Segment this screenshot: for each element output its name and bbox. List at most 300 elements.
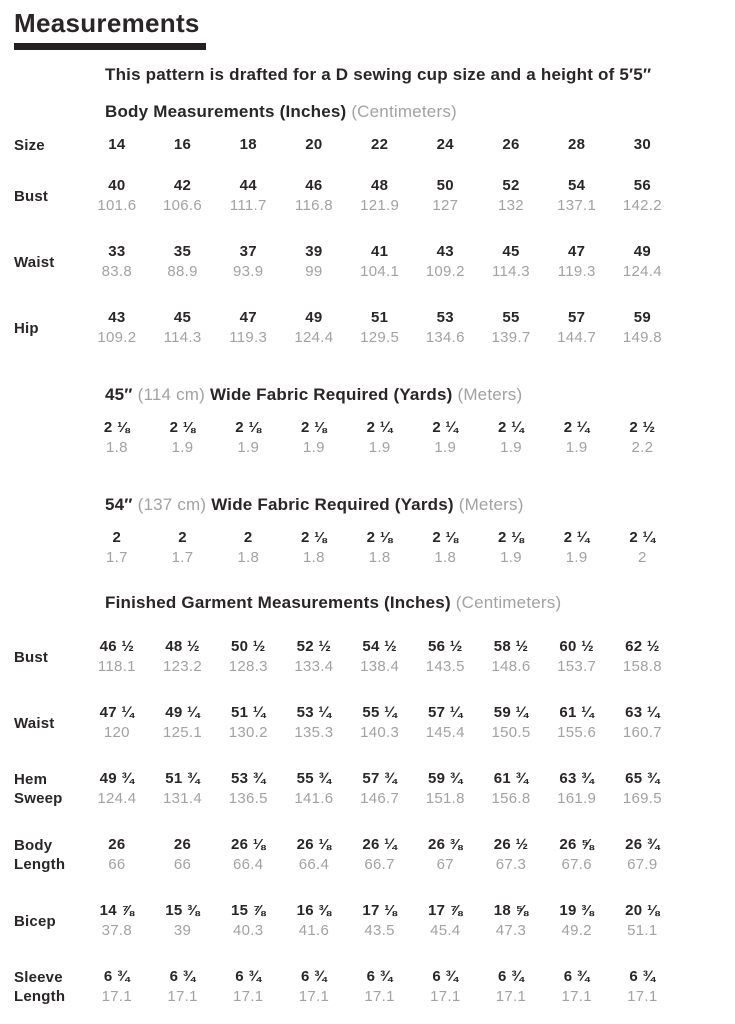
value-imperial: 58 ½	[493, 638, 529, 655]
value-imperial: 2 ¼	[498, 419, 524, 436]
value-imperial: 6 ¾	[300, 968, 327, 985]
value-metric: 66.7	[364, 856, 395, 873]
value-imperial: 2 ¼	[563, 419, 590, 436]
value-metric: 118.1	[97, 658, 136, 675]
measurement-cell	[84, 967, 150, 1007]
value-metric: 130.2	[228, 724, 268, 741]
value-imperial: 51 ¾	[165, 770, 200, 787]
value-imperial: 14	[108, 136, 126, 153]
value-metric: 66.4	[298, 856, 330, 873]
measurement-cell	[150, 967, 216, 1007]
value-metric: 1.9	[500, 439, 522, 456]
value-imperial: 63 ¼	[625, 704, 660, 721]
measurement-cell	[544, 967, 610, 1007]
measurement-cell	[478, 418, 544, 458]
value-imperial: 50	[436, 177, 454, 194]
value-metric: 1.9	[565, 549, 588, 566]
heading-primary: Finished Garment Measurements (Inches)	[105, 593, 451, 612]
value-imperial: 33	[108, 243, 126, 260]
value-metric: 1.8	[303, 549, 325, 566]
value-imperial: 26 ⅝	[559, 836, 594, 853]
value-imperial: 26	[502, 136, 520, 153]
row-label-size: Size	[14, 136, 45, 154]
value-imperial: 59 ¾	[428, 770, 463, 787]
table-row-hip	[14, 308, 735, 348]
heading-secondary: (Centimeters)	[351, 102, 457, 121]
measurement-cell	[412, 967, 478, 1007]
measurement-cell	[150, 308, 216, 348]
value-imperial: 49	[305, 309, 323, 326]
value-imperial: 26 ⅜	[428, 836, 463, 853]
value-imperial: 26 ½	[493, 836, 529, 853]
value-metric: 17.1	[430, 988, 461, 1005]
value-imperial: 16	[173, 136, 192, 153]
row-label-bust: Bust	[14, 187, 49, 205]
value-imperial: 56	[633, 177, 651, 194]
value-metric: 153.7	[557, 658, 597, 675]
value-metric: 1.9	[500, 549, 522, 566]
measurement-cell	[347, 901, 413, 941]
fabric-45-heading	[105, 385, 735, 405]
value-metric: 1.8	[105, 439, 128, 456]
measurement-cell	[215, 308, 281, 348]
value-metric: 1.8	[237, 549, 260, 566]
value-metric: 39	[173, 922, 192, 939]
measurement-cell	[84, 418, 150, 458]
measurement-cell	[412, 242, 478, 282]
measurement-cell	[610, 528, 676, 568]
measurement-cell	[544, 901, 610, 941]
measurement-cell	[610, 637, 676, 677]
measurement-cell	[610, 135, 676, 155]
row-label-hip: Hip	[14, 319, 39, 337]
value-metric: 134.6	[425, 329, 465, 346]
value-imperial: 54	[568, 177, 586, 194]
measurement-cell	[215, 418, 281, 458]
fabric-54-title: Wide Fabric Required (Yards)	[211, 495, 454, 514]
fabric-54-heading	[105, 495, 735, 515]
measurement-cell	[84, 703, 150, 743]
value-imperial: 57	[568, 309, 586, 326]
measurement-cell	[84, 242, 150, 282]
measurement-cell	[215, 242, 281, 282]
value-imperial: 18 ⅝	[493, 902, 529, 919]
value-imperial: 2 ⅛	[300, 419, 327, 436]
value-imperial: 46 ½	[99, 638, 135, 655]
value-imperial: 40	[108, 177, 126, 194]
value-metric: 40.3	[233, 922, 264, 939]
measurement-cell	[478, 135, 544, 155]
value-imperial: 49 ¼	[165, 704, 200, 721]
value-metric: 145.4	[425, 724, 465, 741]
measurement-cell	[281, 769, 347, 809]
measurement-cell	[215, 901, 281, 941]
value-metric: 139.7	[491, 329, 531, 346]
value-imperial: 20	[305, 136, 323, 153]
value-imperial: 50 ½	[230, 638, 266, 655]
value-imperial: 2 ¼	[563, 529, 590, 546]
value-metric: 114.3	[492, 263, 530, 280]
fabric-45-width: 45″	[105, 385, 133, 404]
fabric-45-title: Wide Fabric Required (Yards)	[209, 385, 453, 404]
value-imperial: 52	[502, 177, 520, 194]
measurement-cell	[215, 135, 281, 155]
heading-primary: Body Measurements (Inches)	[105, 102, 347, 121]
value-imperial: 26	[173, 836, 192, 853]
measurement-cell	[412, 637, 478, 677]
value-metric: 119.3	[229, 329, 268, 346]
value-imperial: 26	[108, 836, 126, 853]
measurement-cell	[478, 967, 544, 1007]
value-imperial: 59	[633, 309, 651, 326]
value-metric: 45.4	[430, 922, 461, 939]
table-row-bust	[14, 176, 735, 216]
measurement-cell	[281, 967, 347, 1007]
value-metric: 109.2	[97, 329, 137, 346]
measurement-cell	[412, 135, 478, 155]
value-imperial: 19 ⅜	[559, 902, 594, 919]
value-metric: 17.1	[495, 988, 527, 1005]
value-metric: 111.7	[229, 197, 267, 214]
measurement-cell	[347, 135, 413, 155]
measurement-cell	[150, 528, 216, 568]
row-label-bicep: Bicep	[14, 912, 56, 930]
table-row-body-length	[14, 835, 735, 875]
fabric-45-row	[14, 418, 735, 458]
measurement-cell	[215, 528, 281, 568]
value-metric: 1.9	[303, 439, 325, 456]
value-metric: 2.2	[631, 439, 654, 456]
value-imperial: 30	[633, 136, 651, 153]
value-imperial: 24	[436, 136, 454, 153]
value-metric: 67.3	[495, 856, 527, 873]
intro-text: This pattern is drafted for a D sewing cup size and a height of 5′5″	[105, 65, 652, 84]
value-imperial: 14 ⅞	[99, 902, 135, 919]
value-imperial: 20 ⅛	[625, 902, 660, 919]
value-imperial: 18	[239, 136, 257, 153]
measurement-cell	[544, 135, 610, 155]
fabric-45-title-metric: (Meters)	[457, 385, 523, 404]
measurement-cell	[478, 308, 544, 348]
value-imperial: 45	[173, 309, 192, 326]
measurement-cell	[412, 308, 478, 348]
value-metric: 1.9	[434, 439, 457, 456]
value-imperial: 2	[243, 529, 253, 546]
table-row-finished-bust	[14, 637, 735, 677]
value-imperial: 48	[370, 177, 389, 194]
row-label-waist: Waist	[14, 714, 55, 732]
value-imperial: 63 ¾	[559, 770, 594, 787]
measurement-cell	[412, 835, 478, 875]
value-imperial: 47 ¼	[99, 704, 135, 721]
value-imperial: 6 ¾	[169, 968, 196, 985]
value-imperial: 16 ⅜	[296, 902, 332, 919]
value-imperial: 2 ⅛	[432, 529, 459, 546]
value-imperial: 49	[633, 243, 651, 260]
measurement-cell	[150, 418, 216, 458]
table-row-finished-waist	[14, 703, 735, 743]
table-row-sleeve-length	[14, 967, 735, 1007]
value-metric: 150.5	[491, 724, 531, 741]
value-metric: 121.9	[360, 197, 400, 214]
value-metric: 131.4	[163, 790, 203, 807]
value-imperial: 53	[436, 309, 454, 326]
measurement-cell	[478, 901, 544, 941]
value-metric: 1.8	[368, 549, 391, 566]
row-label-sleeve-length: Sleeve Length	[14, 969, 66, 1005]
measurement-cell	[215, 703, 281, 743]
measurement-cell	[281, 135, 347, 155]
value-imperial: 47	[239, 309, 257, 326]
measurement-cell	[215, 637, 281, 677]
value-metric: 2	[638, 549, 647, 566]
value-imperial: 26 ¼	[362, 836, 397, 853]
value-imperial: 55	[502, 309, 520, 326]
value-imperial: 26 ¾	[625, 836, 660, 853]
value-metric: 148.6	[491, 658, 531, 675]
value-metric: 138.4	[360, 658, 400, 675]
value-metric: 156.8	[491, 790, 531, 807]
value-metric: 104.1	[360, 263, 400, 280]
measurement-cell	[412, 769, 478, 809]
value-metric: 83.8	[101, 263, 133, 280]
measurement-cell	[281, 528, 347, 568]
measurement-cell	[544, 769, 610, 809]
measurement-cell	[610, 769, 676, 809]
value-imperial: 2 ⅛	[169, 419, 196, 436]
value-imperial: 6 ¾	[629, 968, 656, 985]
fabric-54-row	[14, 528, 735, 568]
value-imperial: 2 ⅛	[103, 419, 130, 436]
value-imperial: 57 ¾	[362, 770, 397, 787]
value-metric: 17.1	[167, 988, 198, 1005]
measurement-cell	[84, 176, 150, 216]
measurement-cell	[347, 308, 413, 348]
value-metric: 140.3	[360, 724, 400, 741]
value-imperial: 15 ⅞	[230, 902, 266, 919]
value-metric: 137.1	[557, 197, 597, 214]
value-imperial: 61 ¾	[493, 770, 529, 787]
value-metric: 47.3	[495, 922, 527, 939]
row-label-body-length: Body Length	[14, 837, 66, 873]
measurement-cell	[281, 637, 347, 677]
value-imperial: 37	[239, 243, 257, 260]
value-metric: 129.5	[360, 329, 400, 346]
value-metric: 66	[173, 856, 192, 873]
value-metric: 125.1	[163, 724, 203, 741]
measurement-cell	[610, 967, 676, 1007]
finished-garment-heading	[105, 593, 735, 613]
value-metric: 17.1	[298, 988, 330, 1005]
value-metric: 132	[498, 197, 524, 214]
measurement-cell	[610, 835, 676, 875]
value-metric: 123.2	[163, 658, 203, 675]
value-imperial: 52 ½	[296, 638, 332, 655]
value-metric: 141.6	[294, 790, 334, 807]
fabric-45-width-metric: (114 cm)	[137, 385, 206, 404]
value-imperial: 44	[239, 177, 257, 194]
value-metric: 106.6	[163, 197, 203, 214]
value-imperial: 2	[112, 529, 122, 546]
value-metric: 67.9	[627, 856, 658, 873]
value-metric: 136.5	[228, 790, 268, 807]
measurement-cell	[478, 835, 544, 875]
measurement-cell	[84, 528, 150, 568]
value-metric: 93.9	[233, 263, 264, 280]
value-metric: 37.8	[101, 922, 133, 939]
value-metric: 151.8	[425, 790, 465, 807]
measurement-cell	[281, 901, 347, 941]
value-imperial: 26 ⅛	[296, 836, 332, 853]
value-imperial: 57 ¼	[428, 704, 463, 721]
value-imperial: 65 ¾	[625, 770, 660, 787]
measurement-cell	[478, 703, 544, 743]
value-metric: 169.5	[622, 790, 662, 807]
value-imperial: 35	[173, 243, 192, 260]
value-imperial: 59 ¼	[493, 704, 529, 721]
measurement-cell	[84, 769, 150, 809]
value-imperial: 55 ¾	[296, 770, 332, 787]
measurement-cell	[610, 308, 676, 348]
fabric-54-title-metric: (Meters)	[458, 495, 524, 514]
measurement-cell	[347, 637, 413, 677]
measurement-cell	[150, 769, 216, 809]
value-metric: 119.3	[557, 263, 596, 280]
value-metric: 142.2	[622, 197, 662, 214]
value-imperial: 62 ½	[625, 638, 660, 655]
measurement-cell	[347, 835, 413, 875]
value-imperial: 26 ⅛	[230, 836, 266, 853]
value-metric: 67.6	[561, 856, 592, 873]
size-row	[14, 135, 735, 155]
measurement-cell	[610, 176, 676, 216]
measurement-cell	[347, 242, 413, 282]
value-metric: 1.7	[105, 549, 128, 566]
value-imperial: 2 ½	[629, 419, 656, 436]
value-imperial: 6 ¾	[235, 968, 262, 985]
value-imperial: 48 ½	[165, 638, 200, 655]
value-imperial: 39	[305, 243, 323, 260]
measurement-cell	[412, 176, 478, 216]
value-metric: 66	[108, 856, 126, 873]
value-metric: 146.7	[360, 790, 400, 807]
measurement-cell	[281, 703, 347, 743]
value-imperial: 46	[305, 177, 323, 194]
value-metric: 155.6	[557, 724, 597, 741]
value-metric: 101.6	[97, 197, 137, 214]
fabric-54-width: 54″	[105, 495, 133, 514]
measurement-cell	[347, 418, 413, 458]
value-imperial: 49 ¾	[99, 770, 135, 787]
page-title: Measurements	[14, 8, 206, 50]
measurement-cell	[478, 528, 544, 568]
value-imperial: 56 ½	[428, 638, 463, 655]
value-imperial: 43	[436, 243, 454, 260]
value-imperial: 6 ¾	[366, 968, 393, 985]
value-metric: 43.5	[364, 922, 395, 939]
measurement-cell	[412, 418, 478, 458]
value-metric: 17.1	[561, 988, 592, 1005]
value-metric: 67	[436, 856, 454, 873]
measurement-cell	[544, 637, 610, 677]
value-metric: 17.1	[233, 988, 264, 1005]
value-imperial: 51 ¼	[230, 704, 266, 721]
value-metric: 1.9	[171, 439, 194, 456]
measurement-cell	[544, 242, 610, 282]
value-metric: 114.3	[163, 329, 202, 346]
value-metric: 133.4	[294, 658, 334, 675]
measurement-cell	[150, 242, 216, 282]
value-metric: 116.8	[294, 197, 333, 214]
measurement-cell	[610, 242, 676, 282]
measurement-cell	[412, 528, 478, 568]
measurement-cell	[544, 418, 610, 458]
value-imperial: 28	[568, 136, 586, 153]
value-imperial: 17 ⅞	[428, 902, 463, 919]
value-imperial: 41	[370, 243, 389, 260]
value-metric: 17.1	[364, 988, 395, 1005]
value-metric: 99	[305, 263, 323, 280]
value-imperial: 2 ⅛	[235, 419, 262, 436]
value-imperial: 54 ½	[362, 638, 397, 655]
measurement-cell	[281, 308, 347, 348]
measurement-cell	[84, 637, 150, 677]
measurement-cell	[84, 835, 150, 875]
value-imperial: 61 ¼	[559, 704, 594, 721]
value-imperial: 43	[108, 309, 126, 326]
value-imperial: 2 ¼	[629, 529, 656, 546]
value-metric: 1.9	[368, 439, 391, 456]
value-metric: 88.9	[167, 263, 198, 280]
measurement-cell	[281, 418, 347, 458]
measurement-cell	[544, 528, 610, 568]
value-imperial: 60 ½	[559, 638, 594, 655]
fabric-54-width-metric: (137 cm)	[137, 495, 207, 514]
value-metric: 66.4	[233, 856, 264, 873]
measurement-cell	[215, 769, 281, 809]
value-metric: 161.9	[557, 790, 597, 807]
value-imperial: 2 ⅛	[366, 529, 393, 546]
value-imperial: 53 ¾	[230, 770, 266, 787]
value-metric: 109.2	[425, 263, 465, 280]
value-imperial: 2 ¼	[432, 419, 459, 436]
value-metric: 1.8	[434, 549, 457, 566]
value-metric: 124.4	[622, 263, 662, 280]
value-imperial: 55 ¼	[362, 704, 397, 721]
value-imperial: 45	[502, 243, 520, 260]
measurement-cell	[150, 835, 216, 875]
measurement-cell	[544, 835, 610, 875]
value-metric: 17.1	[627, 988, 658, 1005]
value-imperial: 47	[568, 243, 586, 260]
value-imperial: 2 ⅛	[498, 529, 524, 546]
value-metric: 124.4	[97, 790, 137, 807]
value-metric: 143.5	[425, 658, 465, 675]
measurement-cell	[478, 769, 544, 809]
value-metric: 49.2	[561, 922, 592, 939]
measurement-cell	[478, 242, 544, 282]
value-metric: 149.8	[622, 329, 662, 346]
value-imperial: 6 ¾	[498, 968, 524, 985]
value-metric: 17.1	[101, 988, 133, 1005]
value-imperial: 53 ¼	[296, 704, 332, 721]
value-metric: 41.6	[298, 922, 330, 939]
value-metric: 1.9	[237, 439, 260, 456]
measurement-cell	[610, 703, 676, 743]
measurement-cell	[150, 176, 216, 216]
row-label-hem-sweep: Hem Sweep	[14, 771, 63, 807]
measurement-cell	[412, 703, 478, 743]
